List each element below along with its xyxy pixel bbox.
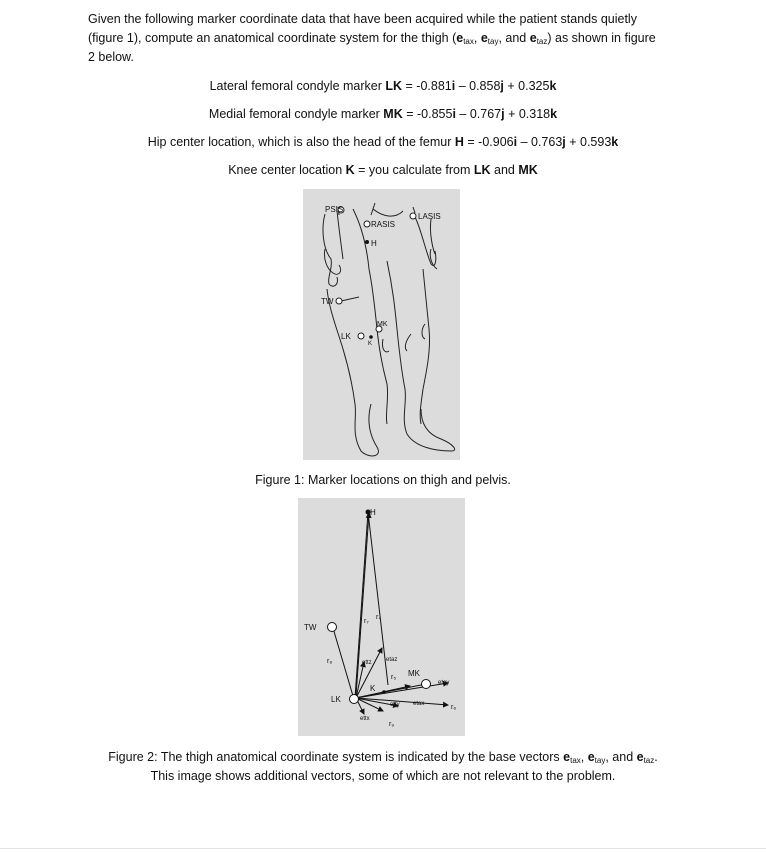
fig2-label-etax: etax bbox=[413, 701, 425, 707]
intro-line-1: Given the following marker coordinate data that have been acquired while the patient stands quietly bbox=[88, 12, 637, 26]
fig2-label-r4: r₄ bbox=[376, 614, 382, 621]
intro-line-2: (figure 1), compute an anatomical coordinate system for the thigh ($e_{tax}$, $e_{tay}$, and $e_{taz}$) as shown in figure bbox=[88, 31, 656, 46]
figure-2-caption-line-2: This image shows additional vectors, some of which are not relevant to the problem. bbox=[150, 769, 616, 783]
fig2-label-lk: LK bbox=[331, 695, 341, 704]
fig1-label-rasis: RASIS bbox=[371, 220, 396, 229]
figure-2-drawing bbox=[298, 498, 465, 736]
fig2-label-mk: MK bbox=[408, 669, 420, 678]
mk-marker-line: Medial femoral condyle marker MK = -0.855i – 0.767j + 0.318k bbox=[208, 107, 558, 121]
hip-center-line: Hip center location, which is also the head of the femur H = -0.906i – 0.763j + 0.593k bbox=[147, 135, 619, 149]
fig1-label-tw: TW bbox=[321, 297, 334, 306]
figure-2-image bbox=[298, 498, 465, 736]
fig2-label-etty: etty bbox=[390, 702, 400, 708]
fig1-label-k: K bbox=[368, 341, 373, 347]
fig2-label-etaz: etaz bbox=[386, 657, 398, 663]
fig1-label-mk: MK bbox=[377, 321, 388, 328]
fig2-label-r5: r₅ bbox=[391, 674, 397, 681]
figure-1-image bbox=[303, 189, 460, 460]
page-bottom-divider bbox=[0, 848, 766, 849]
fig2-label-ettx: ettx bbox=[360, 716, 370, 722]
fig2-label-h: H bbox=[370, 508, 376, 517]
intro-line-3: 2 below. bbox=[88, 50, 134, 64]
fig2-label-r6: r₆ bbox=[451, 704, 457, 711]
fig2-label-tw: TW bbox=[304, 623, 317, 632]
fig2-label-ettz: ettz bbox=[362, 660, 372, 666]
fig2-label-r7: r₇ bbox=[364, 618, 369, 625]
fig1-label-h: H bbox=[371, 239, 377, 248]
knee-center-line: Knee center location K = you calculate from LK and MK bbox=[228, 163, 538, 177]
figure-1-drawing bbox=[303, 189, 460, 460]
lk-marker-line: Lateral femoral condyle marker LK = -0.881i – 0.858j + 0.325k bbox=[209, 79, 557, 93]
figure-1-caption: Figure 1: Marker locations on thigh and pelvis. bbox=[255, 473, 511, 487]
fig1-label-lasis: LASIS bbox=[418, 212, 441, 221]
fig2-label-k: K bbox=[370, 684, 376, 693]
fig2-label-etay: etay bbox=[438, 680, 450, 686]
fig2-label-r9: r₉ bbox=[389, 721, 395, 728]
fig1-label-lk: LK bbox=[341, 332, 351, 341]
figure-2-caption-line-1: Figure 2: The thigh anatomical coordinate system is indicated by the base vectors $e_{tax}$, $e_{tay}$, and $e_{taz}$. bbox=[108, 750, 658, 765]
fig2-label-r8: r₈ bbox=[327, 658, 333, 665]
fig1-label-psis: PSIS bbox=[325, 205, 344, 214]
